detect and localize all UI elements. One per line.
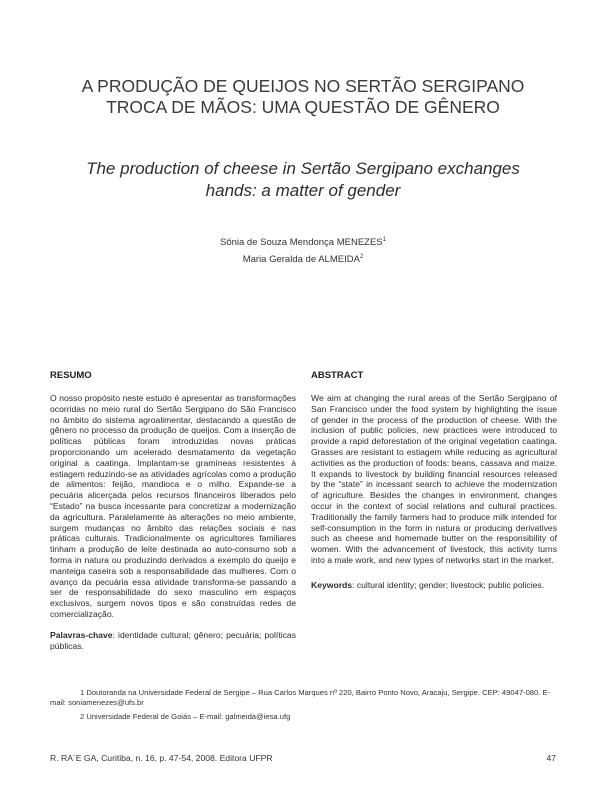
abstract-keywords-text: : cultural identity; gender; livestock; public policies. [352, 579, 545, 590]
resumo-keywords [50, 630, 296, 652]
author-1-name: Sônia de Souza Mendonça MENEZES [220, 237, 383, 249]
journal-citation: R. RA´E GA, Curitiba, n. 16, p. 47-54, 2008. Editora UFPR [50, 753, 273, 763]
resumo-keywords-label: Palavras-chave [50, 629, 113, 640]
abstract-keywords [311, 580, 557, 591]
resumo-text: O nosso propósito neste estudo é apresentar as transformações ocorridas no meio rural do Sertão Sergipano do São Francisco no âmbito do sistema agroalimentar, destacando a questão de gênero no processo da produção de queijos. Com a inserção de políticas públicas foram introduzidas novas práticas proporcionando um acelerado desmatamento da vegetação original a caatinga. Implantam-se gramíneas resistentes à estiagem reduzindo-se as atividades agrícolas como a produção de alimentos: feijão, mandioca e o milho. Expande-se a pecuária alicerçada pelos recursos financeiros liberados pelo “Estado” na busca incessante para concretizar a modernização da agricultura. Paralelamente às alterações no meio ambiente, surgem mudanças no âmbito das relações sociais e nas práticas culturais. Tradicionalmente os agricultores familiares tinham a produção de leite destinada ao auto-consumo sob a forma in natura ou produzindo derivados a exemplo do queijo e manteiga caseira sob a responsabilidade das mulheres. Com o avanço da pecuária essa atividade transforma-se passando a ser de responsabilidade do sexo masculino em espaços exclusivos, surgem novos tipos e são construídas redes de comercialização. [50, 393, 296, 619]
footnote-1: 1 Doutoranda na Universidade Federal de Sergipe – Rua Carlos Marques nº 220, Bairro Ponto Novo, Aracaju, Sergipe. CEP: 49047-080. E-mail: soniamenezes@ufs.br [50, 688, 551, 707]
page-number: 47 [546, 753, 556, 763]
abstract-section [311, 393, 557, 591]
title-line-1: A PRODUÇÃO DE QUEIJOS NO SERTÃO SERGIPANO [81, 76, 525, 96]
title-line-2: TROCA DE MÃOS: UMA QUESTÃO DE GÊNERO [106, 97, 500, 117]
author-2 [0, 251, 606, 266]
resumo-keywords-text: : identidade cultural; gênero; pecuária; políticas públicas. [50, 629, 296, 651]
resumo-heading: RESUMO [50, 370, 92, 381]
author-2-footnote-mark: 2 [359, 254, 364, 260]
english-title-line-2: hands: a matter of gender [205, 181, 401, 200]
english-title-line-1: The production of cheese in Sertão Sergipano exchanges [86, 159, 520, 178]
abstract-text: We aim at changing the rural areas of the Sertão Sergipano of San Francisco under the food system by highlighting the issue of gender in the process of the production of cheese. With the inclusion of public policies, new practices were introduced to provide a rapid deforestation of the original vegetation caatinga. Grasses are resistant to estiagem while reducing as agricultural activities as the production of foods: beans, cassava and maize. It expands to livestock by building financial resources released by the “state” in incessant search to achieve the modernization of agriculture. Besides the changes in environment, changes occur in the context of social relations and cultural practices. Traditionally the family farmers had to produce milk intended for self-consumption in the form in natura or producing derivatives such as cheese and homemade butter on the responsibility of women. With the advancement of livestock, this activity turns into a male work, and new types of networks start in the market. [311, 393, 557, 565]
author-2-name: Maria Geralda de ALMEIDA [242, 254, 360, 266]
abstract-keywords-label: Keywords [311, 579, 353, 590]
author-1-footnote-mark: 1 [382, 237, 386, 243]
article-title [40, 76, 566, 118]
english-title [40, 158, 566, 202]
resumo-section [50, 393, 296, 651]
abstract-heading: ABSTRACT [311, 370, 364, 381]
author-1 [0, 234, 606, 249]
footnote-2: 2 Universidade Federal de Goiás – E-mail: galmeida@iesa.ufg [80, 712, 291, 721]
